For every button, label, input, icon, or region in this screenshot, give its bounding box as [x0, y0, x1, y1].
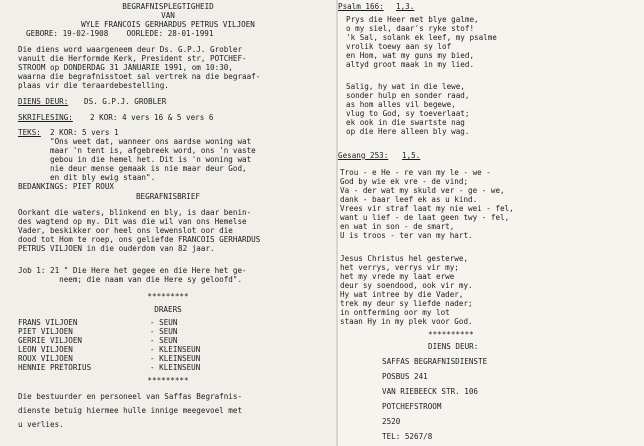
psalm-line: vlug to God, sy toeverlaat;: [346, 109, 470, 118]
gesang-line: dank - baar leef ek as u kind.: [340, 195, 478, 204]
begrafnisbrief-title: BEGRAFNISBRIEF: [135, 192, 200, 201]
deceased-name: WYLE FRANCOIS GERHARDUS PETRUS VILJOEN: [81, 20, 255, 29]
bedankings-line: BEDANKINGS: PIET ROUX: [18, 182, 115, 191]
diens-deur-value: DS. G.P.J. GROBLER: [84, 97, 167, 106]
brief-line: Oorkant die waters, blinkend en bly, is daar benin-: [18, 208, 252, 217]
teks-quote-line: nie deur mense gemaak is nie maar deur God,: [50, 164, 247, 173]
psalm-line: 'k Sal, solank ek leef, my psalme: [346, 33, 497, 42]
diens-deur-label: DIENS DEUR:: [18, 97, 69, 106]
psalm-label: Psalm 166:: [338, 2, 384, 11]
draer-role: - KLEINSEUN: [150, 363, 201, 372]
psalm-line: en Hom, wat my guns my bied,: [346, 51, 475, 60]
psalm-line: Salig, hy wat in die lewe,: [346, 82, 465, 91]
separator-stars: *********: [147, 292, 189, 301]
gesang-line: in ontferming oor my lot: [340, 308, 450, 317]
psalm-line: as hom alles vil begewe,: [346, 100, 456, 109]
gesang-line: Hy wat intree by die Vader,: [340, 290, 464, 299]
psalm-verse-number: 1,3.: [396, 2, 415, 11]
teks-quote-line: gebou in die hemel het. Dit is 'n woning wat: [50, 155, 252, 164]
brief-line: PETRUS VILJOEN in die ouderdom van 82 jaar.: [18, 244, 215, 253]
draer-role: - SEUN: [150, 327, 178, 336]
skriflesing-value: 2 KOR: 4 vers 16 & 5 vers 6: [90, 113, 214, 122]
address-line: POSBUS 241: [382, 372, 428, 381]
intro-line: plaas vir die teraardebestelling.: [18, 81, 169, 90]
job-verse-line: neem; die naam van die Here sy geloofd".: [18, 275, 243, 284]
teks-label: TEKS:: [18, 128, 41, 137]
program-title: BEGRAFNISPLEGTIGHEID: [122, 2, 214, 11]
psalm-line: sonder hulp en sonder raad,: [346, 91, 470, 100]
diens-deur-heading: DIENS DEUR:: [428, 342, 479, 351]
address-phone: TEL: 5267/8: [382, 432, 433, 441]
gesang-line: en wat in son - de smart,: [340, 222, 455, 231]
teks-quote-line: maar 'n tent is, afgebreek word, ons 'n vaste: [50, 146, 256, 155]
psalm-line: Prys die Heer met blye galme,: [346, 15, 479, 24]
gesang-line: staan Hy in my plek voor God.: [340, 317, 473, 326]
draer-name: GERRIE VILJOEN: [18, 336, 83, 345]
draer-role: - SEUN: [150, 336, 178, 345]
draer-role: - SEUN: [150, 318, 178, 327]
gesang-line: want u lief - de laat geen twy - fel,: [340, 213, 510, 222]
psalm-line: vrolik toewy aan sy lof: [346, 42, 452, 51]
psalm-line: ek ook in die swartste nag: [346, 118, 465, 127]
draer-role: - KLEINSEUN: [150, 354, 201, 363]
van-line: VAN: [161, 11, 175, 20]
job-verse-line: Job 1: 21 " Die Here het gegee en die Here het ge-: [18, 266, 247, 275]
closing-line: u verlies.: [18, 420, 64, 429]
teks-quote-line: en dit bly ewig staan".: [50, 173, 156, 182]
gesang-line: Vrees vir straf laat my nie wei - fel,: [340, 204, 514, 213]
gesang-line: deur sy soendood, ook vir my.: [340, 281, 473, 290]
address-line: SAFFAS BEGRAFNISDIENSTE: [382, 357, 488, 366]
psalm-line: o my siel, daar's ryke stof!: [346, 24, 475, 33]
draer-name: ROUX VILJOEN: [18, 354, 73, 363]
skriflesing-label: SKRIFLESING:: [18, 113, 73, 122]
right-panel: [338, 0, 644, 446]
gesang-line: Va - der wat my skuld ver - ge - we,: [340, 186, 505, 195]
born-died-dates: GEBORE: 19-02-1908 OORLEDE: 28-01-1991: [26, 29, 214, 38]
gesang-line: het verrys, verrys vir my;: [340, 263, 459, 272]
draer-name: PIET VILJOEN: [18, 327, 73, 336]
gesang-label: Gesang 253:: [338, 151, 389, 160]
intro-line: waarna die begrafnisstoet sal vertrek na die begraaf-: [18, 72, 261, 81]
gesang-line: het my vrede my laat erwe: [340, 272, 455, 281]
teks-quote-line: "Ons weet dat, wanneer ons aardse woning wat: [50, 137, 252, 146]
gesang-line: Jesus Christus hel gesterwe,: [340, 254, 469, 263]
address-line: 2520: [382, 417, 401, 426]
brief-line: des wagtend op my. Dit was die wil van ons Hemelse: [18, 217, 247, 226]
brief-line: dood tot Hom te roep, ons geliefde FRANCOIS GERHARDUS: [18, 235, 261, 244]
separator-stars: *********: [147, 376, 189, 385]
draer-name: LEON VILJOEN: [18, 345, 73, 354]
brief-line: Vader, beskikker oor heel ons lewenslot oor die: [18, 226, 233, 235]
draer-name: FRANS VILJOEN: [18, 318, 78, 327]
intro-line: Die diens word waargeneem deur Ds. G.P.J. Grobler: [18, 45, 243, 54]
gesang-line: trek my deur sy liefde nader;: [340, 299, 473, 308]
teks-value: 2 KOR: 5 vers 1: [50, 128, 119, 137]
gesang-line: God by wie ek vre - de vind;: [340, 177, 469, 186]
draers-title: DRAERS: [154, 305, 182, 314]
draer-role: - KLEINSEUN: [150, 345, 201, 354]
gesang-line: U is troos - ter van my hart.: [340, 231, 473, 240]
separator-stars: **********: [428, 330, 474, 339]
draer-name: HENNIE PRETORIUS: [18, 363, 92, 372]
closing-line: dienste betuig hiermee hulle innige meegevoel met: [18, 406, 243, 415]
address-line: POTCHEFSTROOM: [382, 402, 442, 411]
gesang-line: Trou - e He - re van my le - we -: [340, 168, 491, 177]
intro-line: STROOM op DONDERDAG 31 JANUARIE 1991, om 10:30,: [18, 63, 233, 72]
intro-line: vanuit die Herformde Kerk, President str, POTCHEF-: [18, 54, 247, 63]
gesang-verse-number: 1,5.: [402, 151, 421, 160]
closing-line: Die bestuurder en personeel van Saffas Begrafnis-: [18, 392, 243, 401]
psalm-line: op die Here alleen bly wag.: [346, 127, 470, 136]
psalm-line: altyd groot maak in my lied.: [346, 60, 475, 69]
address-line: VAN RIEBEECK STR. 106: [382, 387, 479, 396]
